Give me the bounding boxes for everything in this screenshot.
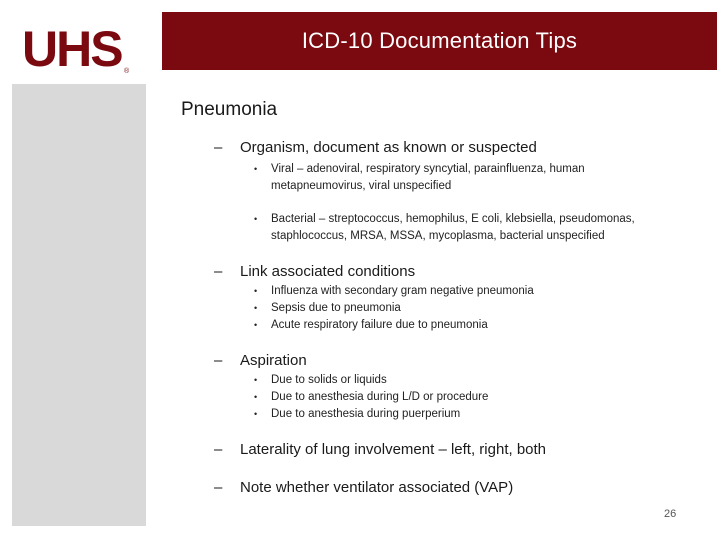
- dash-marker: –: [214, 441, 223, 458]
- section-label: Note whether ventilator associated (VAP): [240, 479, 514, 496]
- section-link-conditions: [214, 263, 415, 280]
- list-item-text: Influenza with secondary gram negative pneumonia: [271, 285, 534, 297]
- bullet-icon: •: [254, 164, 258, 174]
- list-item: [254, 283, 694, 300]
- list-item: [254, 161, 654, 195]
- list-item: [254, 389, 694, 406]
- bullet-icon: •: [254, 303, 258, 313]
- list-item-text: Acute respiratory failure due to pneumonia: [271, 319, 488, 331]
- side-panel: [12, 84, 146, 526]
- uhs-logo: [22, 20, 137, 76]
- dash-marker: –: [214, 352, 223, 369]
- bullet-icon: •: [254, 375, 258, 385]
- dash-marker: –: [214, 263, 223, 280]
- section-label: Laterality of lung involvement: [240, 441, 435, 458]
- slide-heading: Pneumonia: [181, 99, 278, 120]
- bullet-icon: •: [254, 409, 258, 419]
- section-label: Organism, document as known or suspected: [240, 139, 537, 156]
- list-item: [254, 317, 694, 334]
- list-item-text: Due to anesthesia during L/D or procedure: [271, 391, 489, 403]
- list-item: [254, 406, 694, 423]
- section-label: Aspiration: [240, 352, 307, 369]
- section-laterality: [214, 441, 546, 458]
- list-item-text: Viral – adenoviral, respiratory syncytial, parainfluenza, human metapneumovirus, viral unspecified: [271, 163, 585, 192]
- bullet-icon: •: [254, 286, 258, 296]
- list-item-text: Due to anesthesia during puerperium: [271, 408, 461, 420]
- bullet-icon: •: [254, 214, 258, 224]
- list-item: [254, 372, 694, 389]
- bullet-icon: •: [254, 320, 258, 330]
- title-bar: [162, 12, 717, 70]
- section-label: Link associated conditions: [240, 263, 416, 280]
- list-item: [254, 300, 694, 317]
- section-aspiration: [214, 352, 307, 369]
- list-item-text: Due to solids or liquids: [271, 374, 387, 386]
- dash-marker: –: [214, 479, 223, 496]
- slide-title: ICD-10 Documentation Tips: [301, 28, 578, 53]
- logo-text: UHS: [22, 21, 122, 76]
- bullet-icon: •: [254, 392, 258, 402]
- dash-marker: –: [214, 139, 223, 156]
- list-item-text: Bacterial – streptococcus, hemophilus, E coli, klebsiella, pseudomonas, staphlococcus, MRSA, MSSA, mycoplasma, bacterial unspecified: [271, 213, 635, 242]
- list-item: [254, 211, 694, 245]
- section-label-suffix: – left, right, both: [434, 441, 547, 458]
- list-item-text: Sepsis due to pneumonia: [271, 302, 401, 314]
- section-organism: [214, 139, 537, 156]
- page-number: 26: [664, 508, 677, 520]
- section-vap: [214, 479, 513, 496]
- registered-mark-icon: ®: [124, 68, 130, 75]
